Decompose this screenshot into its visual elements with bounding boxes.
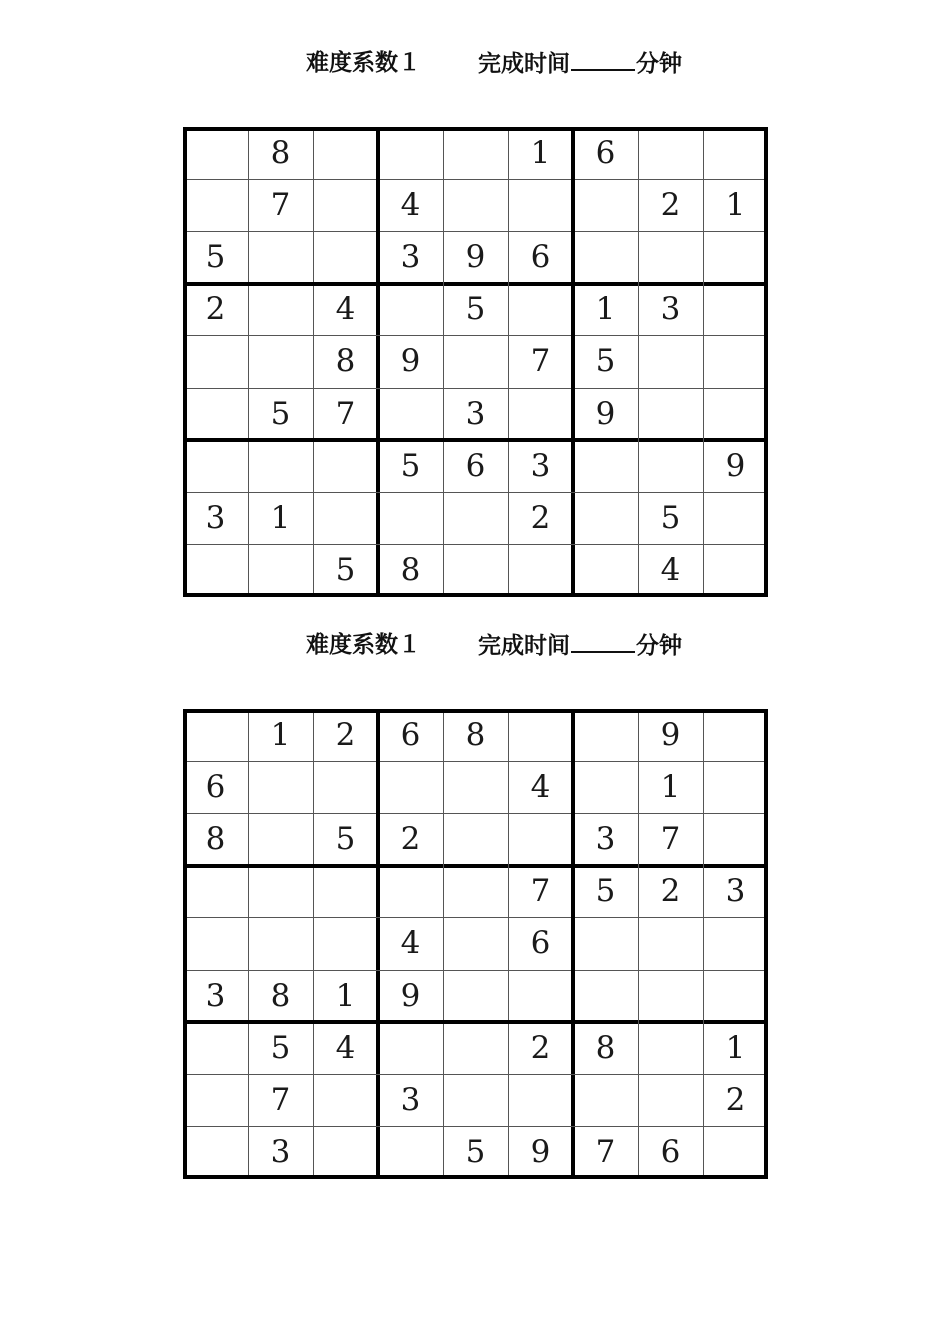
sudoku-cell[interactable]: 5	[465, 291, 486, 328]
sudoku-cell[interactable]	[703, 970, 768, 1022]
sudoku-cell[interactable]: 1	[270, 500, 291, 537]
sudoku-cell[interactable]: 3	[400, 239, 421, 276]
sudoku-cell[interactable]: 3	[205, 977, 226, 1014]
sudoku-cell[interactable]	[443, 813, 508, 865]
sudoku-cell[interactable]: 4	[660, 552, 681, 589]
sudoku-cell[interactable]: 7	[335, 395, 356, 432]
time-blank-field[interactable]	[571, 45, 635, 71]
sudoku-cell[interactable]: 2	[660, 186, 681, 223]
sudoku-cell[interactable]: 5	[595, 343, 616, 380]
sudoku-cell[interactable]: 3	[400, 1082, 421, 1119]
sudoku-cell[interactable]: 9	[400, 977, 421, 1014]
sudoku-cell[interactable]	[573, 179, 638, 231]
sudoku-cell[interactable]: 3	[270, 1134, 291, 1171]
sudoku-cell[interactable]: 7	[660, 821, 681, 858]
sudoku-cell[interactable]: 9	[725, 447, 746, 484]
sudoku-cell[interactable]	[183, 336, 248, 388]
sudoku-cell[interactable]: 5	[465, 1134, 486, 1171]
sudoku-cell[interactable]: 9	[595, 395, 616, 432]
sudoku-cell[interactable]	[248, 231, 313, 283]
sudoku-cell[interactable]: 3	[725, 873, 746, 910]
sudoku-cell[interactable]	[183, 388, 248, 440]
sudoku-cell[interactable]	[378, 127, 443, 179]
sudoku-cell[interactable]	[508, 813, 573, 865]
completion-time-label	[478, 45, 682, 82]
sudoku-cell[interactable]	[313, 179, 378, 231]
sudoku-cell[interactable]	[508, 388, 573, 440]
sudoku-cell[interactable]: 2	[335, 716, 356, 753]
sudoku-cell[interactable]	[378, 284, 443, 336]
sudoku-cell[interactable]: 5	[270, 395, 291, 432]
puzzle-2-header	[0, 627, 950, 663]
sudoku-cell[interactable]	[443, 761, 508, 813]
sudoku-cell[interactable]: 3	[205, 500, 226, 537]
sudoku-cell[interactable]	[313, 866, 378, 918]
sudoku-cell[interactable]: 5	[335, 552, 356, 589]
sudoku-cell[interactable]	[248, 545, 313, 597]
sudoku-cell[interactable]	[248, 866, 313, 918]
sudoku-cell[interactable]: 6	[660, 1134, 681, 1171]
sudoku-cell[interactable]	[183, 918, 248, 970]
sudoku-cell[interactable]: 8	[465, 716, 486, 753]
sudoku-cell[interactable]: 3	[465, 395, 486, 432]
sudoku-cell[interactable]: 1	[725, 1029, 746, 1066]
sudoku-cell[interactable]	[443, 866, 508, 918]
sudoku-cell[interactable]: 3	[660, 291, 681, 328]
sudoku-cell[interactable]: 8	[270, 977, 291, 1014]
sudoku-cell[interactable]	[248, 336, 313, 388]
sudoku-cell[interactable]	[313, 127, 378, 179]
sudoku-cell[interactable]: 7	[530, 873, 551, 910]
sudoku-cell[interactable]: 2	[725, 1082, 746, 1119]
sudoku-cell[interactable]: 9	[400, 343, 421, 380]
sudoku-cell[interactable]	[183, 1022, 248, 1074]
sudoku-cell[interactable]	[443, 970, 508, 1022]
sudoku-cell[interactable]: 6	[400, 716, 421, 753]
sudoku-cell[interactable]	[183, 866, 248, 918]
sudoku-cell[interactable]	[703, 127, 768, 179]
sudoku-cell[interactable]	[183, 440, 248, 492]
sudoku-cell[interactable]: 1	[530, 134, 551, 171]
sudoku-cell[interactable]	[573, 440, 638, 492]
sudoku-cell[interactable]: 7	[270, 1082, 291, 1119]
sudoku-cell[interactable]	[508, 1075, 573, 1127]
sudoku-cell[interactable]: 2	[660, 873, 681, 910]
time-unit: 分钟	[636, 51, 682, 77]
sudoku-cell[interactable]: 4	[400, 186, 421, 223]
sudoku-cell[interactable]: 2	[530, 500, 551, 537]
sudoku-cell[interactable]: 4	[530, 768, 551, 805]
sudoku-cell[interactable]	[703, 388, 768, 440]
sudoku-cell[interactable]	[508, 545, 573, 597]
sudoku-cell[interactable]: 8	[270, 134, 291, 171]
sudoku-cell[interactable]: 5	[270, 1029, 291, 1066]
sudoku-cell[interactable]: 7	[270, 186, 291, 223]
sudoku-cell[interactable]	[638, 231, 703, 283]
sudoku-cell[interactable]	[248, 918, 313, 970]
sudoku-cell[interactable]	[703, 493, 768, 545]
sudoku-cell[interactable]	[248, 813, 313, 865]
sudoku-cell[interactable]	[313, 918, 378, 970]
sudoku-cell[interactable]: 7	[530, 343, 551, 380]
sudoku-cell[interactable]: 4	[400, 925, 421, 962]
sudoku-cell[interactable]	[703, 813, 768, 865]
sudoku-cell[interactable]	[313, 231, 378, 283]
sudoku-cell[interactable]: 4	[335, 1029, 356, 1066]
sudoku-cell[interactable]: 8	[400, 552, 421, 589]
sudoku-cell[interactable]: 9	[530, 1134, 551, 1171]
sudoku-cell[interactable]: 1	[660, 768, 681, 805]
sudoku-cell[interactable]	[573, 1075, 638, 1127]
sudoku-cell[interactable]	[313, 493, 378, 545]
sudoku-cell[interactable]: 8	[205, 821, 226, 858]
sudoku-cell[interactable]	[248, 761, 313, 813]
sudoku-cell[interactable]	[378, 1022, 443, 1074]
sudoku-cell[interactable]: 2	[530, 1029, 551, 1066]
sudoku-cell[interactable]: 9	[660, 716, 681, 753]
sudoku-cell[interactable]	[638, 918, 703, 970]
sudoku-cell[interactable]: 5	[335, 821, 356, 858]
sudoku-cell[interactable]	[638, 1075, 703, 1127]
sudoku-cell[interactable]	[703, 545, 768, 597]
sudoku-cell[interactable]	[443, 127, 508, 179]
sudoku-cell[interactable]	[378, 866, 443, 918]
sudoku-cell[interactable]	[703, 1127, 768, 1179]
time-prefix: 完成时间	[478, 51, 570, 77]
sudoku-cell[interactable]	[703, 918, 768, 970]
sudoku-cell[interactable]	[183, 709, 248, 761]
sudoku-cell[interactable]: 6	[595, 134, 616, 171]
sudoku-cell[interactable]: 6	[530, 925, 551, 962]
sudoku-grid-1	[183, 127, 768, 597]
sudoku-cell[interactable]: 1	[595, 291, 616, 328]
sudoku-cell[interactable]: 6	[205, 768, 226, 805]
time-prefix: 完成时间	[478, 633, 570, 659]
time-blank-field[interactable]	[571, 627, 635, 653]
sudoku-cell[interactable]: 8	[595, 1029, 616, 1066]
sudoku-cell[interactable]	[378, 388, 443, 440]
sudoku-cell[interactable]	[573, 970, 638, 1022]
sudoku-cell[interactable]: 2	[205, 291, 226, 328]
sudoku-cell[interactable]: 6	[530, 239, 551, 276]
sudoku-cell[interactable]: 5	[595, 873, 616, 910]
sudoku-cell[interactable]	[638, 1022, 703, 1074]
sudoku-cell[interactable]	[443, 493, 508, 545]
sudoku-cell[interactable]	[313, 761, 378, 813]
sudoku-cell[interactable]: 9	[465, 239, 486, 276]
sudoku-cell[interactable]	[638, 127, 703, 179]
sudoku-cell[interactable]	[248, 440, 313, 492]
sudoku-cell[interactable]: 4	[335, 291, 356, 328]
sudoku-cell[interactable]	[703, 284, 768, 336]
sudoku-cell[interactable]	[508, 284, 573, 336]
sudoku-cell[interactable]	[508, 970, 573, 1022]
sudoku-cell[interactable]	[183, 127, 248, 179]
sudoku-cell[interactable]: 5	[400, 447, 421, 484]
sudoku-cell[interactable]	[703, 761, 768, 813]
sudoku-cell[interactable]	[378, 761, 443, 813]
sudoku-cell[interactable]	[703, 336, 768, 388]
sudoku-cell[interactable]: 1	[335, 977, 356, 1014]
sudoku-cell[interactable]	[443, 179, 508, 231]
sudoku-cell[interactable]	[313, 440, 378, 492]
sudoku-cell[interactable]: 5	[660, 500, 681, 537]
sudoku-cell[interactable]	[378, 493, 443, 545]
sudoku-cell[interactable]	[573, 545, 638, 597]
sudoku-cell[interactable]: 3	[595, 821, 616, 858]
sudoku-cell[interactable]	[443, 1022, 508, 1074]
sudoku-cell[interactable]	[703, 709, 768, 761]
sudoku-cell[interactable]: 5	[205, 239, 226, 276]
sudoku-cell[interactable]	[573, 231, 638, 283]
completion-time-label	[478, 627, 682, 664]
sudoku-cell[interactable]	[508, 179, 573, 231]
sudoku-cell[interactable]: 6	[465, 447, 486, 484]
sudoku-cell[interactable]	[443, 1075, 508, 1127]
sudoku-cell[interactable]	[573, 918, 638, 970]
sudoku-cell[interactable]	[313, 1075, 378, 1127]
puzzle-1-header	[0, 45, 950, 81]
sudoku-cell[interactable]: 1	[725, 186, 746, 223]
sudoku-cell[interactable]	[573, 709, 638, 761]
sudoku-cell[interactable]: 1	[270, 716, 291, 753]
sudoku-cell[interactable]: 3	[530, 447, 551, 484]
sudoku-cell[interactable]	[703, 231, 768, 283]
sudoku-cell[interactable]: 7	[595, 1134, 616, 1171]
sudoku-cell[interactable]	[508, 709, 573, 761]
sudoku-cell[interactable]	[183, 1075, 248, 1127]
sudoku-cell[interactable]	[638, 440, 703, 492]
difficulty-label: 难度系数１	[306, 632, 421, 658]
time-unit: 分钟	[636, 633, 682, 659]
sudoku-cell[interactable]	[248, 284, 313, 336]
sudoku-cell[interactable]: 8	[335, 343, 356, 380]
sudoku-cell[interactable]	[573, 761, 638, 813]
sudoku-cell[interactable]	[443, 918, 508, 970]
difficulty-label: 难度系数１	[306, 50, 421, 76]
sudoku-cell[interactable]	[183, 545, 248, 597]
sudoku-cell[interactable]	[378, 1127, 443, 1179]
sudoku-cell[interactable]	[183, 1127, 248, 1179]
sudoku-cell[interactable]	[313, 1127, 378, 1179]
sudoku-cell[interactable]	[443, 336, 508, 388]
sudoku-cell[interactable]	[443, 545, 508, 597]
sudoku-cell[interactable]	[573, 493, 638, 545]
sudoku-cell[interactable]	[638, 336, 703, 388]
sudoku-cell[interactable]	[638, 970, 703, 1022]
sudoku-cell[interactable]	[638, 388, 703, 440]
sudoku-grid-2	[183, 709, 768, 1179]
sudoku-cell[interactable]: 2	[400, 821, 421, 858]
sudoku-cell[interactable]	[183, 179, 248, 231]
